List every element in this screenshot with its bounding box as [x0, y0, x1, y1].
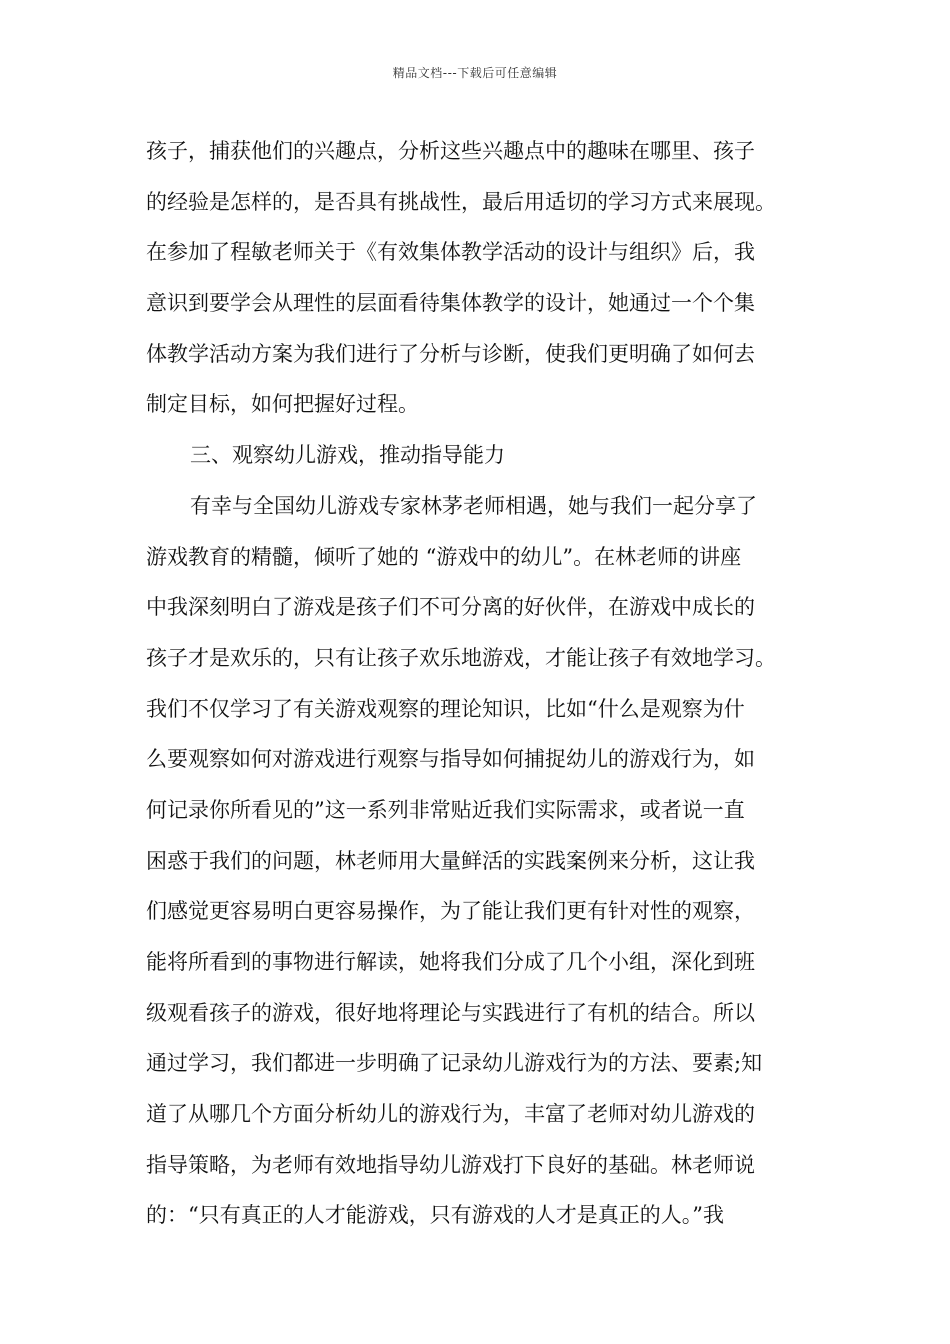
document-body — [146, 126, 826, 1241]
paragraph-line: 困惑于我们的问题，林老师用大量鲜活的实践案例来分析，这让我 — [146, 848, 755, 873]
paragraph-line: 能将所看到的事物进行解读，她将我们分成了几个小组，深化到班 — [146, 950, 755, 974]
paragraph-line: 级观看孩子的游戏，很好地将理论与实践进行了有机的结合。所以 — [146, 1000, 755, 1025]
paragraph-line: 通过学习，我们都进一步明确了记录幼儿游戏行为的方法、要素;知 — [146, 1051, 763, 1076]
paragraph-line: 有幸与全国幼儿游戏专家林茅老师相遇，她与我们一起分享了 — [190, 493, 757, 518]
paragraph-line: 么要观察如何对游戏进行观察与指导如何捕捉幼儿的游戏行为，如 — [146, 747, 755, 772]
paragraph-line: 我们不仅学习了有关游戏观察的理论知识，比如“什么是观察为什 — [146, 696, 745, 721]
paragraph-line: 孩子，捕获他们的兴趣点，分析这些兴趣点中的趣味在哪里、孩子 — [146, 139, 755, 163]
paragraph-line: 们感觉更容易明白更容易操作，为了能让我们更有针对性的观察， — [146, 899, 755, 924]
paragraph-line: 的经验是怎样的，是否具有挑战性，最后用适切的学习方式来展现。 — [146, 189, 776, 214]
paragraph-line: 制定目标，如何把握好过程。 — [146, 392, 419, 417]
paragraph-line: 中我深刻明白了游戏是孩子们不可分离的好伙伴，在游戏中成长的 — [146, 595, 755, 620]
paragraph-line: 体教学活动方案为我们进行了分析与诊断，使我们更明确了如何去 — [146, 341, 755, 366]
paragraph-line: 游戏教育的精髓，倾听了她的 “游戏中的幼儿”。在林老师的讲座 — [146, 544, 742, 569]
section-heading: 三、观察幼儿游戏，推动指导能力 — [190, 443, 505, 468]
paragraph-line: 在参加了程敏老师关于《有效集体教学活动的设计与组织》后，我 — [146, 240, 755, 265]
paragraph-line: 何记录你所看见的”这一系列非常贴近我们实际需求，或者说一直 — [146, 797, 745, 822]
paragraph-line: 道了从哪几个方面分析幼儿的游戏行为，丰富了老师对幼儿游戏的 — [146, 1102, 755, 1127]
paragraph-line: 的：“只有真正的人才能游戏，只有游戏的人才是真正的人。”我 — [146, 1203, 724, 1228]
paragraph-line: 意识到要学会从理性的层面看待集体教学的设计，她通过一个个集 — [146, 291, 755, 316]
paragraph-line: 孩子才是欢乐的，只有让孩子欢乐地游戏，才能让孩子有效地学习。 — [146, 645, 776, 670]
paragraph-line: 指导策略，为老师有效地指导幼儿游戏打下良好的基础。林老师说 — [146, 1152, 755, 1177]
page-header: 精品文档---下载后可任意编辑 — [392, 66, 558, 80]
